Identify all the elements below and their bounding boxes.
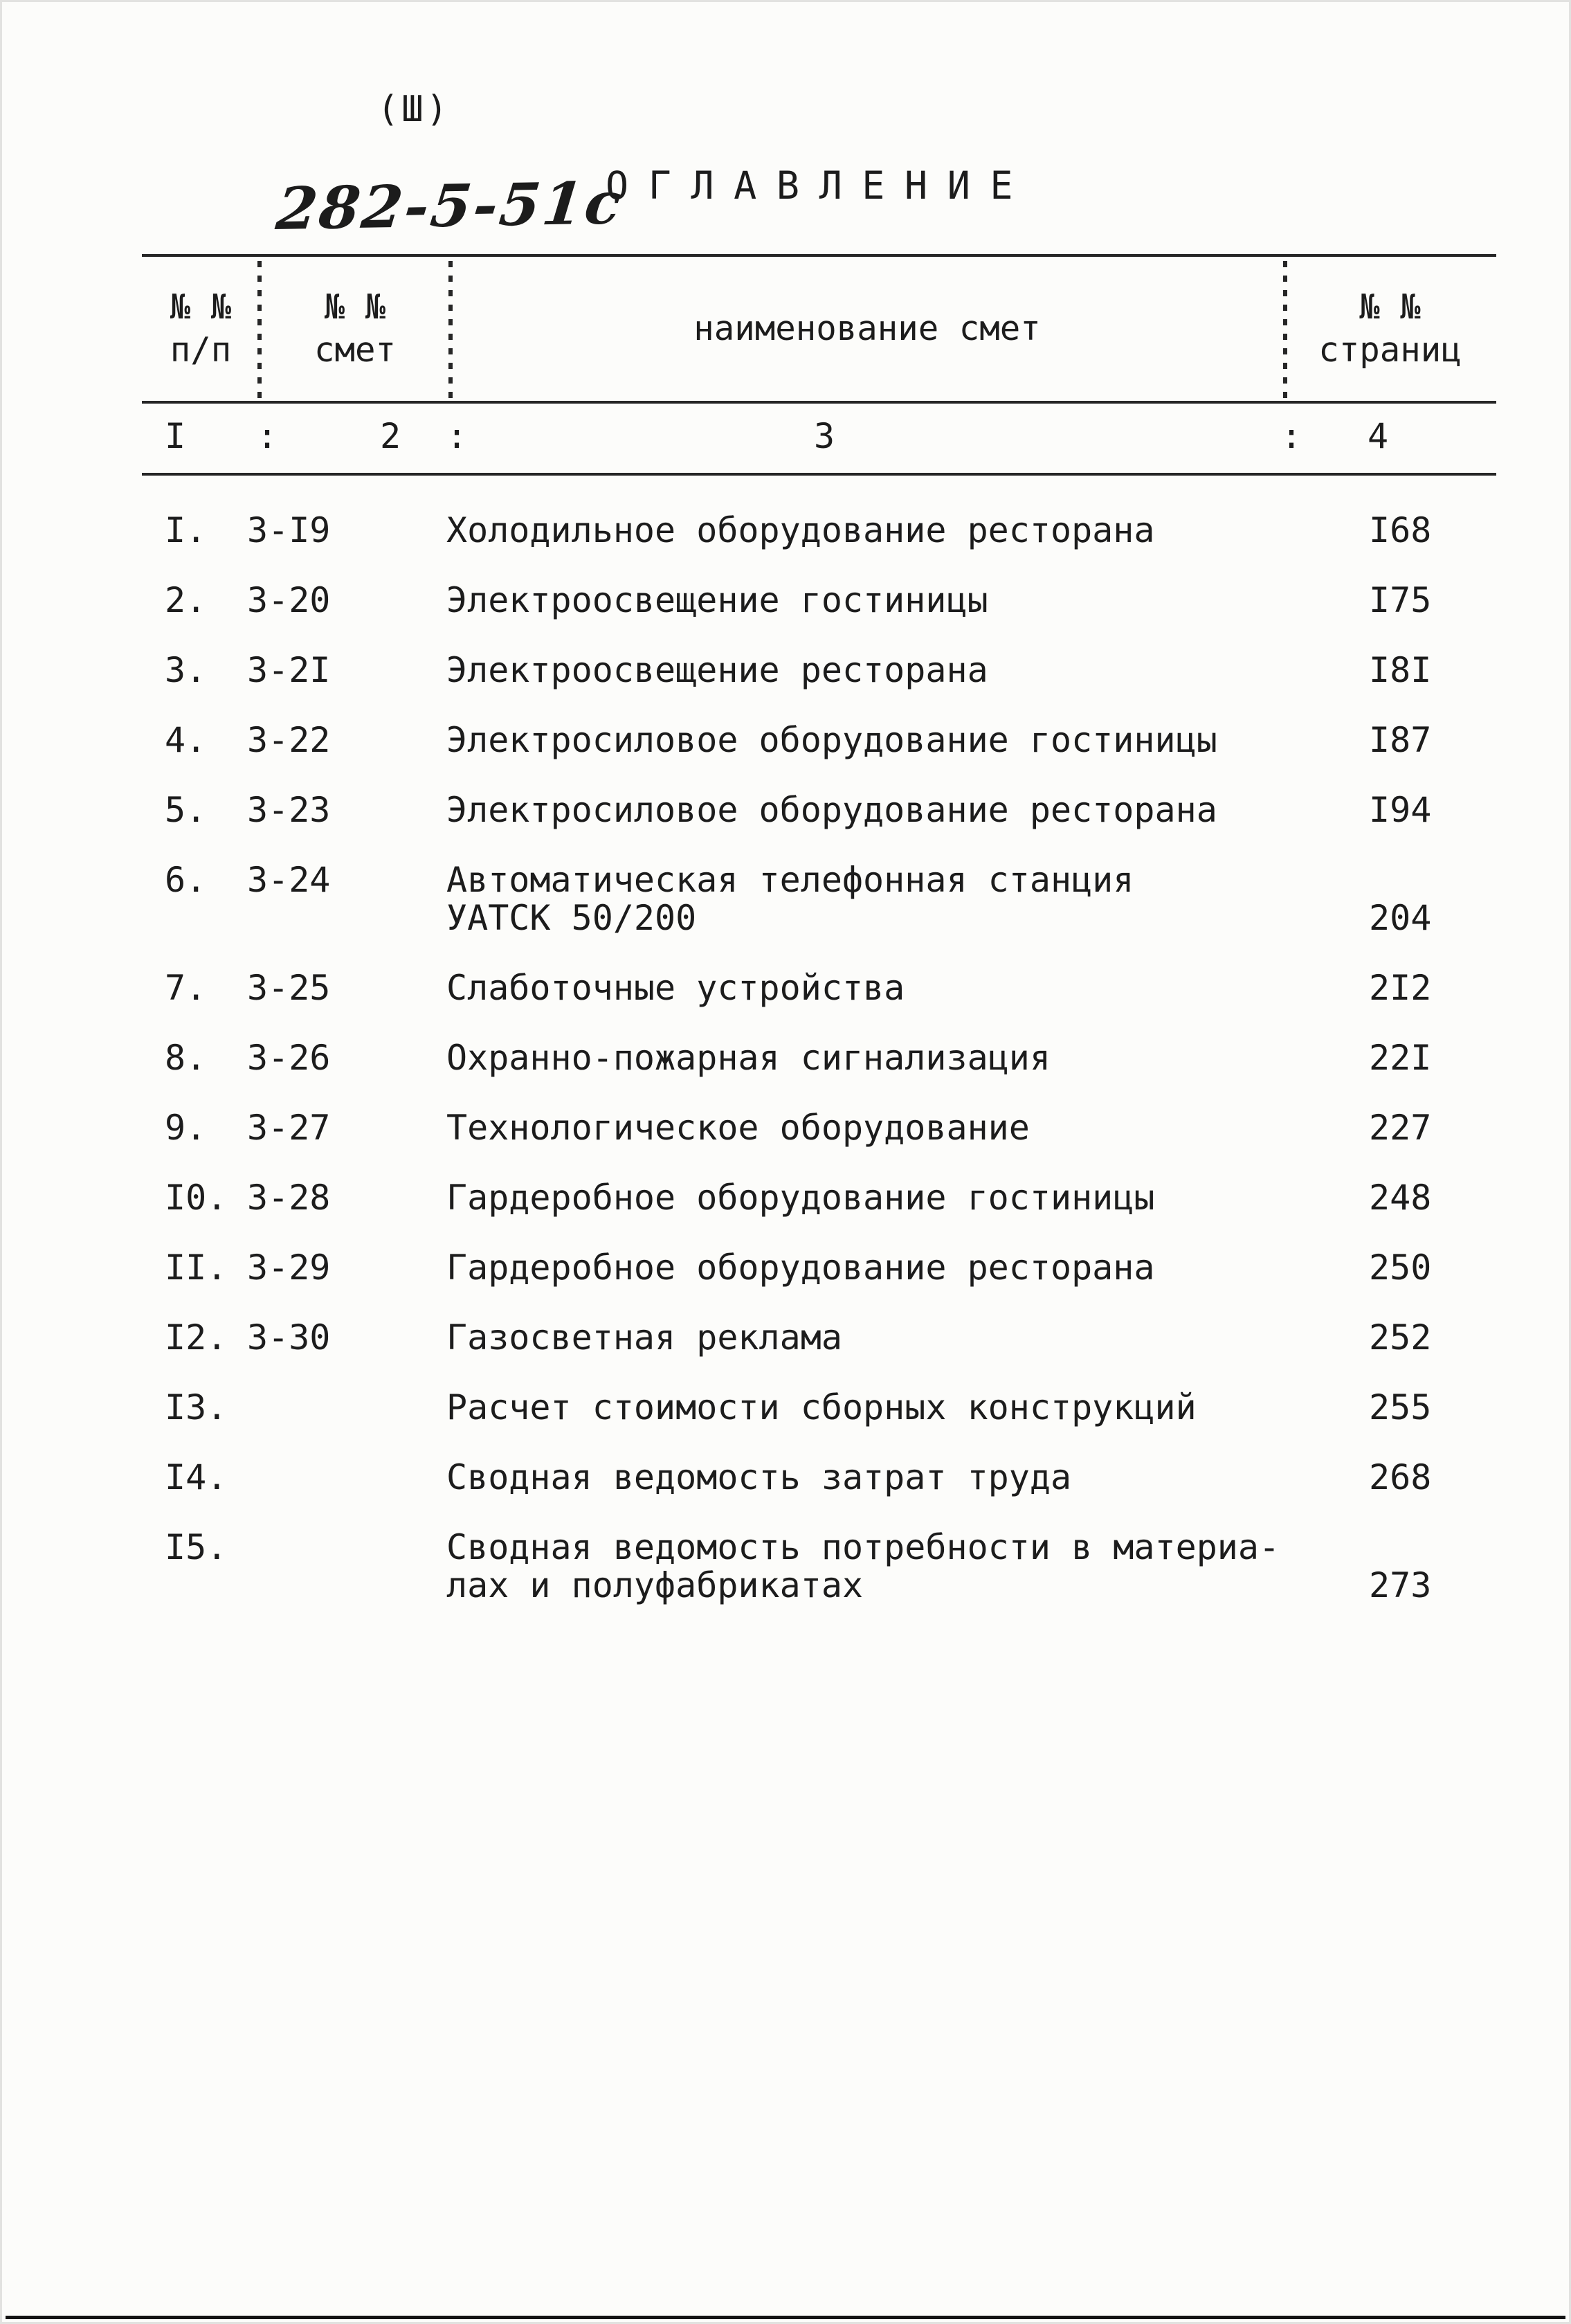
column-index-3: 3 <box>814 416 835 456</box>
header-bottom-rule <box>142 401 1496 404</box>
dotted-column-separator <box>448 261 453 398</box>
column-index-2: 2 <box>380 416 401 456</box>
column-index-separator: : <box>1281 416 1302 456</box>
column-index-row <box>142 406 1496 473</box>
row-num: I2. <box>165 1317 228 1358</box>
row-title: Сводная ведомость потребности в материа- лах и полуфабрикатах <box>446 1527 1280 1605</box>
row-smeta: 3-30 <box>247 1317 331 1358</box>
row-title: Слаботочные устройства <box>446 968 905 1008</box>
column-index-1: I <box>165 416 186 456</box>
table-row <box>142 1249 1496 1287</box>
row-num: I. <box>165 510 207 550</box>
row-num: I4. <box>165 1457 228 1497</box>
row-smeta <box>247 1529 446 1605</box>
column-index-separator: : <box>257 416 278 456</box>
row-page: 227 <box>1369 1108 1432 1148</box>
row-num: 8. <box>165 1038 207 1078</box>
row-smeta: 3-28 <box>247 1178 331 1218</box>
row-title: Электроосвещение ресторана <box>446 650 988 690</box>
header-col-npp-line1: № № <box>170 287 232 327</box>
row-page: I75 <box>1369 580 1432 620</box>
table-row <box>142 651 1496 690</box>
row-smeta: 3-20 <box>247 580 331 620</box>
header-col-smet-line2: смет <box>314 330 396 370</box>
row-page: 248 <box>1369 1178 1432 1218</box>
row-title: Охранно-пожарная сигнализация <box>446 1038 1051 1078</box>
row-page: 252 <box>1369 1317 1432 1358</box>
row-page: 22I <box>1369 1038 1432 1078</box>
header-col-npp-line2: п/п <box>170 330 232 370</box>
row-smeta: 3-26 <box>247 1038 331 1078</box>
row-smeta: 3-24 <box>247 860 331 900</box>
row-num: 6. <box>165 860 207 900</box>
table-row <box>142 512 1496 550</box>
table-row <box>142 1179 1496 1217</box>
row-num: II. <box>165 1247 228 1288</box>
corner-sheet-mark: (Ш) <box>377 89 451 130</box>
dotted-column-separator <box>1283 261 1287 398</box>
header-col-name-label: наименование смет <box>693 309 1041 348</box>
row-num: I3. <box>165 1387 228 1427</box>
column-index-4: 4 <box>1368 416 1389 456</box>
row-page: 204 <box>1369 898 1432 938</box>
row-page: I87 <box>1369 720 1432 760</box>
table-row <box>142 1109 1496 1147</box>
row-smeta: 3-29 <box>247 1247 331 1288</box>
row-num: 4. <box>165 720 207 760</box>
row-title: Расчет стоимости сборных конструкций <box>446 1387 1197 1427</box>
row-title: Гардеробное оборудование ресторана <box>446 1247 1155 1288</box>
row-title: Холодильное оборудование ресторана <box>446 510 1155 550</box>
row-title: Автоматическая телефонная станция УАТСК 50/200 <box>446 860 1134 938</box>
table-row <box>142 969 1496 1007</box>
row-smeta: 3-22 <box>247 720 331 760</box>
row-num: 9. <box>165 1108 207 1148</box>
row-page: I94 <box>1369 790 1432 830</box>
row-smeta: 3-2I <box>247 650 331 690</box>
header-col-pages-line1: № № <box>1359 287 1421 327</box>
table-row <box>142 861 1496 937</box>
table-row <box>142 791 1496 829</box>
row-title: Электросиловое оборудование ресторана <box>446 790 1217 830</box>
row-num: 5. <box>165 790 207 830</box>
row-page: I68 <box>1369 510 1432 550</box>
row-num: 7. <box>165 968 207 1008</box>
row-page: 273 <box>1369 1565 1432 1605</box>
row-title: Газосветная реклама <box>446 1317 842 1358</box>
contents-table <box>142 254 1496 1708</box>
row-smeta: 3-27 <box>247 1108 331 1148</box>
header-col-npp <box>142 257 260 401</box>
header-col-smet-line1: № № <box>324 287 386 327</box>
row-smeta: 3-25 <box>247 968 331 1008</box>
row-page: 268 <box>1369 1457 1432 1497</box>
row-smeta <box>247 1389 446 1427</box>
row-smeta: 3-I9 <box>247 510 331 550</box>
table-row <box>142 1319 1496 1357</box>
table-row <box>142 1459 1496 1497</box>
row-title: Технологическое оборудование <box>446 1108 1030 1148</box>
row-num: 3. <box>165 650 207 690</box>
index-bottom-rule <box>142 473 1496 476</box>
row-smeta: 3-23 <box>247 790 331 830</box>
table-row <box>142 1529 1496 1605</box>
row-page: 250 <box>1369 1247 1432 1288</box>
table-header-row <box>142 257 1496 401</box>
page-title: ОГЛАВЛЕНИЕ <box>606 163 1033 208</box>
row-smeta <box>247 1459 446 1497</box>
scan-edge-line <box>6 2316 1565 2319</box>
row-page: 255 <box>1369 1387 1432 1427</box>
row-title: Электроосвещение гостиницы <box>446 580 988 620</box>
row-num: 2. <box>165 580 207 620</box>
table-row <box>142 582 1496 620</box>
header-col-smet <box>260 257 451 401</box>
row-page: 2I2 <box>1369 968 1432 1008</box>
column-index-separator: : <box>446 416 468 456</box>
row-title: Сводная ведомость затрат труда <box>446 1457 1072 1497</box>
handwritten-project-code: 282-5-51с <box>273 168 626 243</box>
row-title: Гардеробное оборудование гостиницы <box>446 1178 1155 1218</box>
row-num: I5. <box>165 1527 228 1567</box>
dotted-column-separator <box>257 261 262 398</box>
header-col-pages <box>1284 257 1496 401</box>
table-row <box>142 1039 1496 1077</box>
header-col-pages-line2: страниц <box>1318 330 1462 370</box>
header-col-name <box>451 257 1284 401</box>
row-num: I0. <box>165 1178 228 1218</box>
row-title: Электросиловое оборудование гостиницы <box>446 720 1217 760</box>
table-row <box>142 1389 1496 1427</box>
table-row <box>142 721 1496 759</box>
toc-rows <box>142 512 1496 1637</box>
row-page: I8I <box>1369 650 1432 690</box>
